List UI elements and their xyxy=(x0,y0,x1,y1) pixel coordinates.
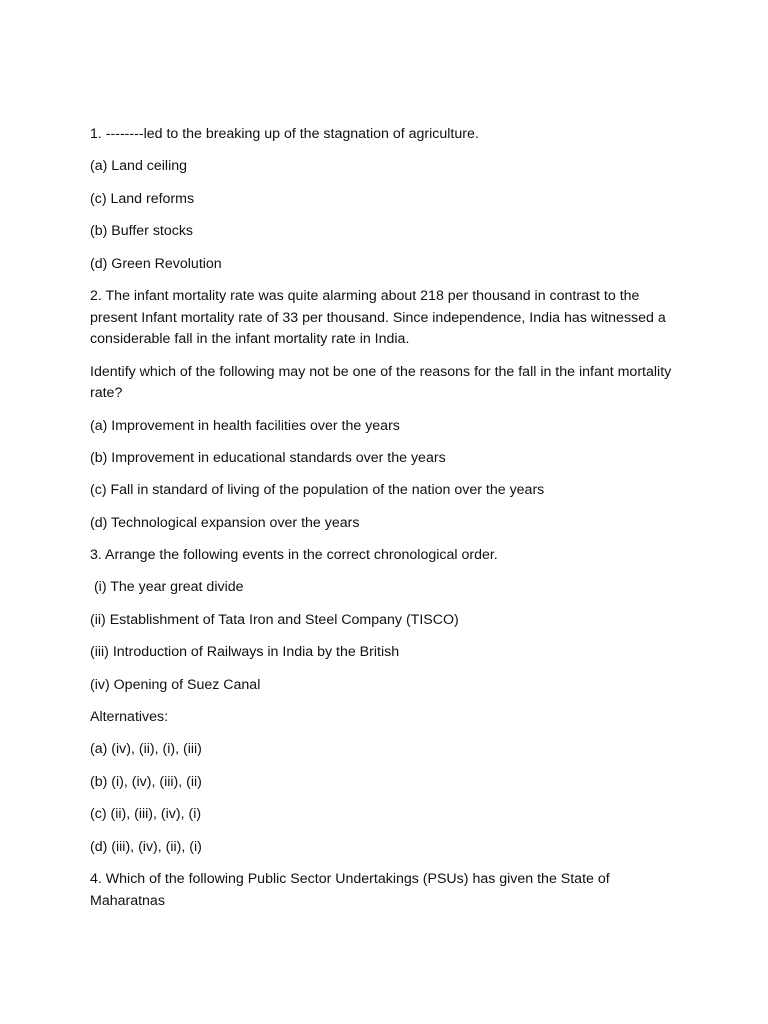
question-1-option-a: (a) Land ceiling xyxy=(90,158,188,175)
question-3-text: 3. Arrange the following events in the correct chronological order. xyxy=(90,547,498,564)
question-3-event-iv: (iv) Opening of Suez Canal xyxy=(90,676,261,693)
question-2-option-a: (a) Improvement in health facilities over the years xyxy=(90,417,400,434)
question-3-option-a: (a) (iv), (ii), (i), (iii) xyxy=(90,741,202,758)
question-2-prompt: Identify which of the following may not be one of the reasons for the fall in the infant mortality rate? xyxy=(90,363,672,402)
question-3-option-d: (d) (iii), (iv), (ii), (i) xyxy=(90,838,202,855)
question-3-alternatives-label: Alternatives: xyxy=(90,709,169,726)
question-2-text: 2. The infant mortality rate was quite alarming about 218 per thousand in contrast to the present Infant mortality rate of 33 per thousand. Since independence, India has witnessed a considerable fall in the infant mortality rate in India. xyxy=(90,287,666,348)
question-2-option-c: (c) Fall in standard of living of the population of the nation over the years xyxy=(90,482,545,499)
question-1-option-b: (b) Buffer stocks xyxy=(90,223,194,240)
question-1-text: 1. --------led to the breaking up of the stagnation of agriculture. xyxy=(90,126,479,142)
question-1-option-c: (c) Land reforms xyxy=(90,190,195,207)
question-1-option-d: (d) Green Revolution xyxy=(90,255,222,272)
question-4-text: 4. Which of the following Public Sector Undertakings (PSUs) has given the State of Maharatnas xyxy=(90,870,610,909)
question-3-event-i: (i) The year great divide xyxy=(90,579,244,596)
question-3-option-b: (b) (i), (iv), (iii), (ii) xyxy=(90,773,202,790)
question-3-event-iii: (iii) Introduction of Railways in India by the British xyxy=(90,644,400,661)
question-3-option-c: (c) (ii), (iii), (iv), (i) xyxy=(90,806,202,823)
question-2-option-b: (b) Improvement in educational standards over the years xyxy=(90,449,446,466)
document-body xyxy=(90,124,680,923)
question-3-event-ii: (ii) Establishment of Tata Iron and Steel Company (TISCO) xyxy=(90,611,459,628)
question-2-option-d: (d) Technological expansion over the years xyxy=(90,514,360,531)
